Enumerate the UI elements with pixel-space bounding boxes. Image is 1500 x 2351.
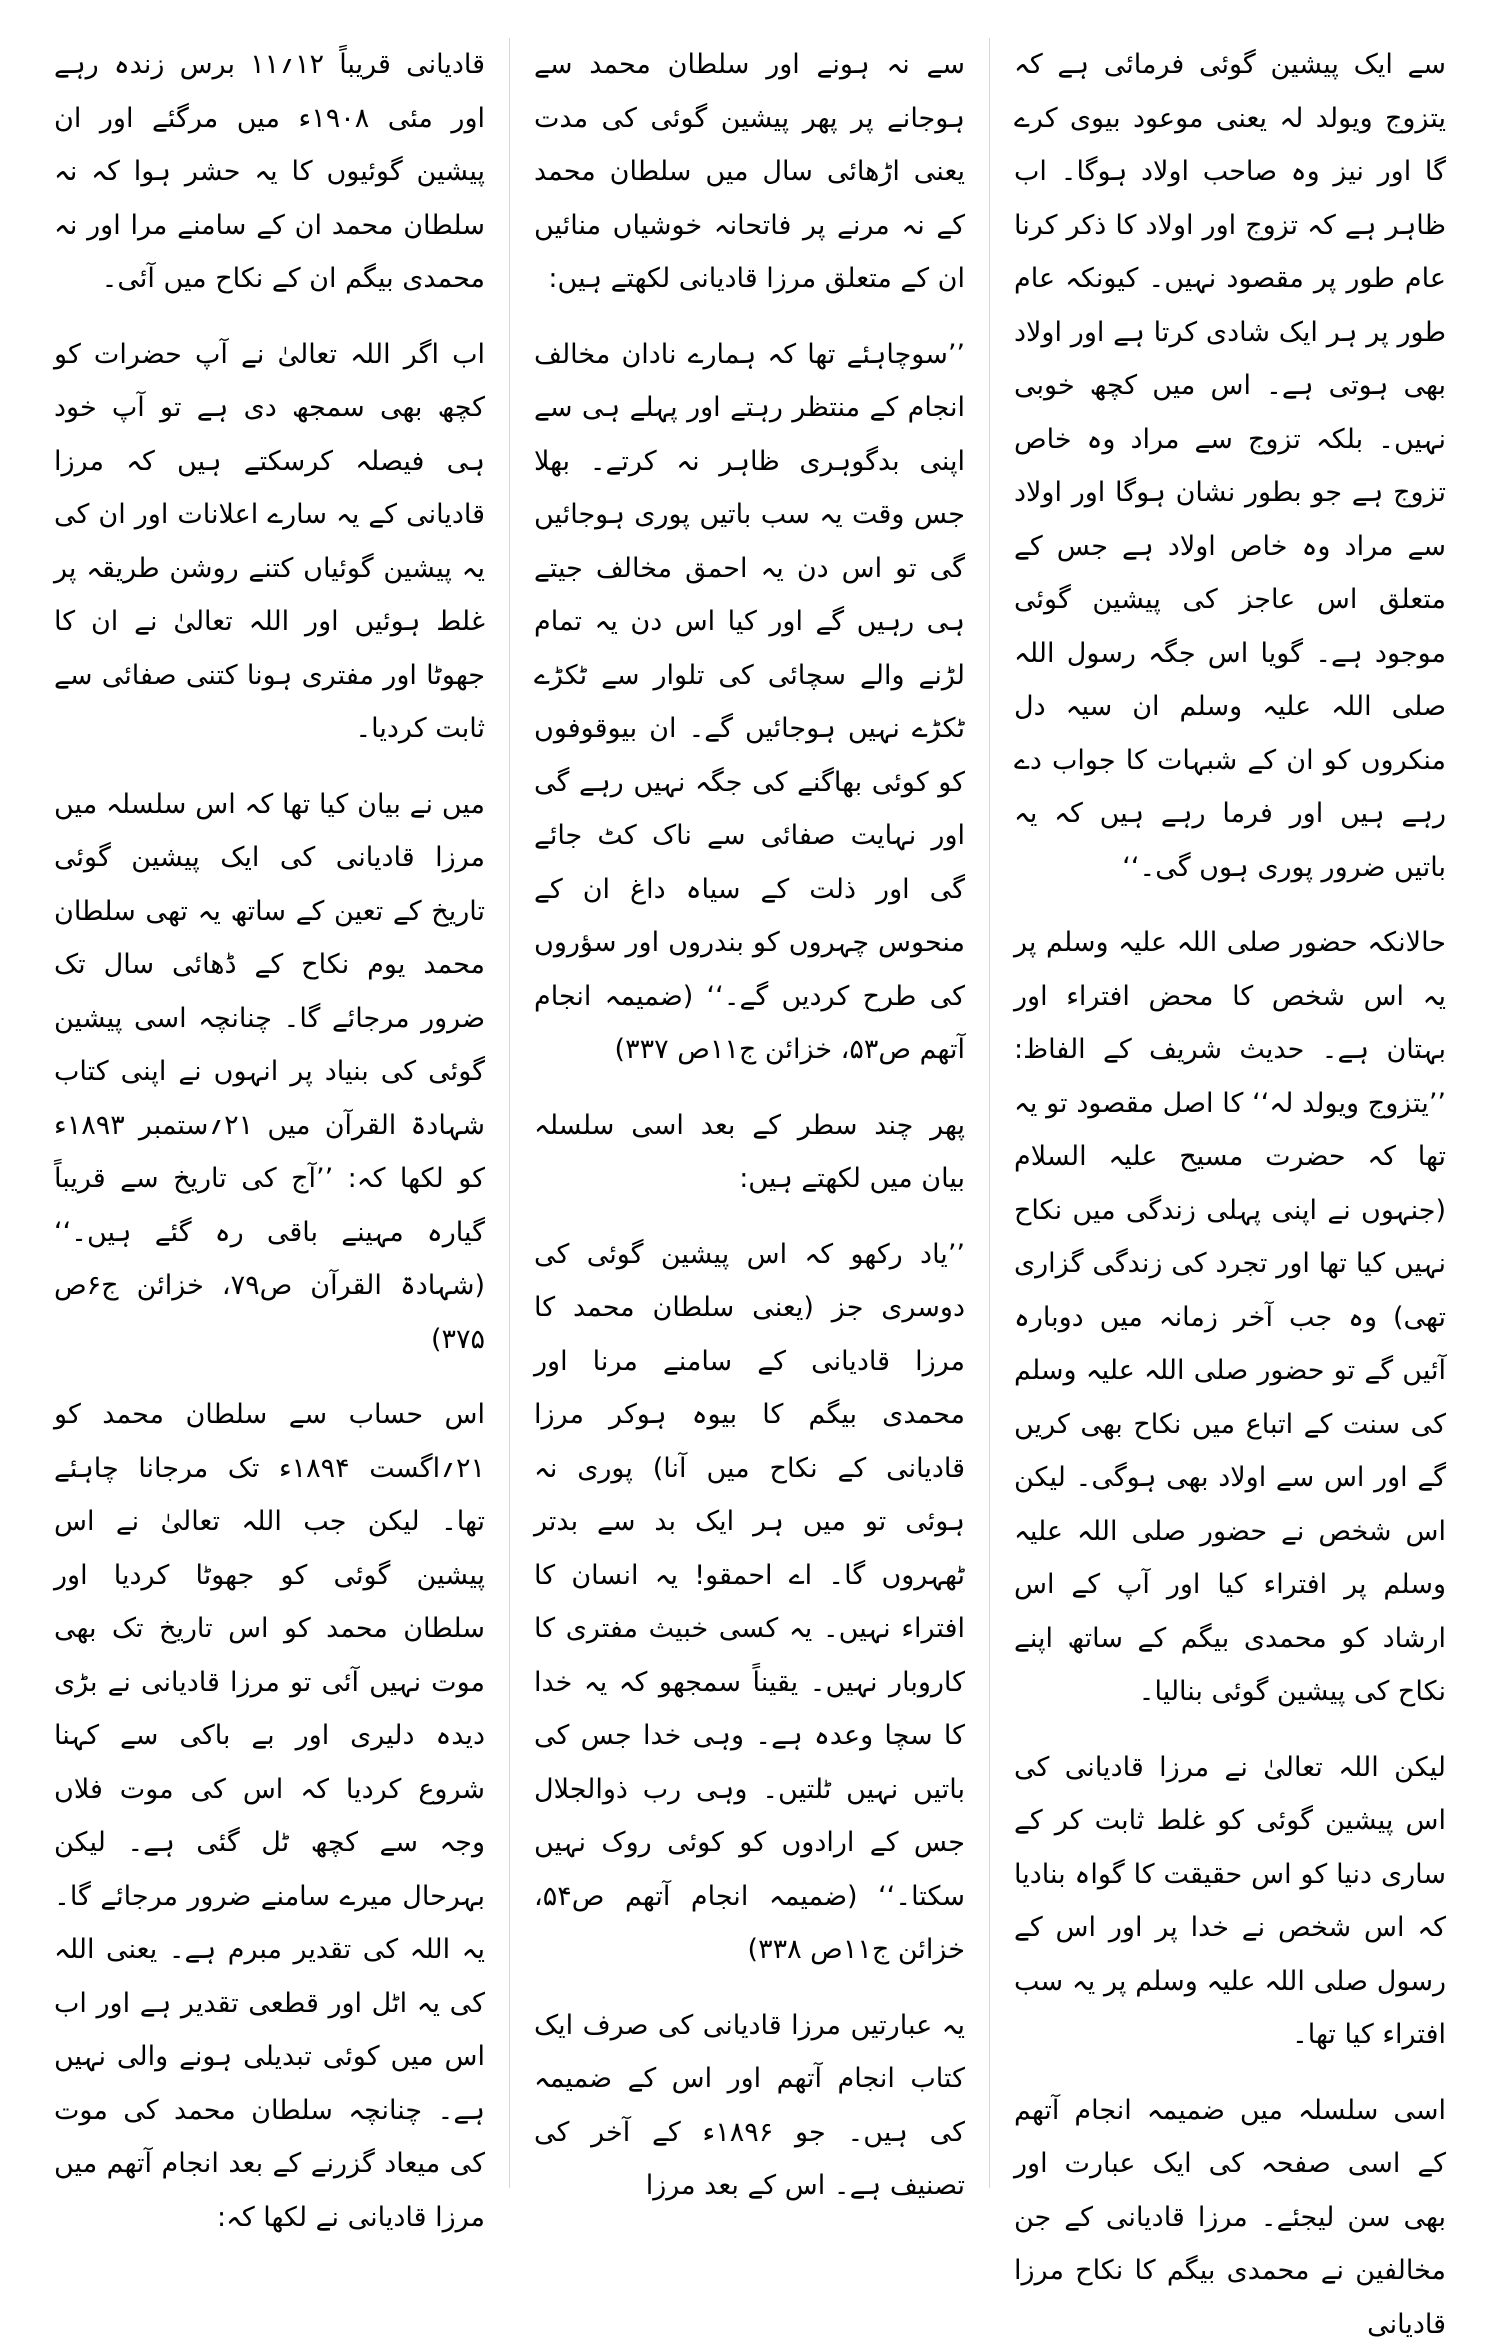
- column-middle: [510, 38, 990, 2188]
- paragraph: اسی سلسلہ میں ضمیمہ انجام آتھم کے اسی صفحہ کی ایک عبارت اور بھی سن لیجئے۔ مرزا قادیانی کے جن مخالفین نے محمدی بیگم کا نکاح مرزا قادیانی: [1014, 2084, 1446, 2351]
- column-left: [30, 38, 510, 2188]
- paragraph: سے ایک پیشین گوئی فرمائی ہے کہ یتزوج ویولد لہ یعنی موعود بیوی کرے گا اور نیز وہ صاحب اولاد ہوگا۔ اب ظاہر ہے کہ تزوج اور اولاد کا ذکر کرنا عام طور پر مقصود نہیں۔ کیونکہ عام طور پر ہر ایک شادی کرتا ہے اور اولاد بھی ہوتی ہے۔ اس میں کچھ خوبی نہیں۔ بلکہ تزوج سے مراد وہ خاص تزوج ہے جو بطور نشان ہوگا اور اولاد سے مراد وہ خاص اولاد ہے جس کے متعلق اس عاجز کی پیشین گوئی موجود ہے۔ گویا اس جگہ رسول اللہ صلی اللہ علیہ وسلم ان سیہ دل منکروں کو ان کے شبہات کا جواب دے رہے ہیں اور فرما رہے ہیں کہ یہ باتیں ضرور پوری ہوں گی۔‘‘: [1014, 38, 1446, 894]
- paragraph: لیکن اللہ تعالیٰ نے مرزا قادیانی کی اس پیشین گوئی کو غلط ثابت کر کے ساری دنیا کو اس حقیقت کا گواہ بنادیا کہ اس شخص نے خدا پر اور اس کے رسول صلی اللہ علیہ وسلم پر یہ سب افتراء کیا تھا۔: [1014, 1741, 1446, 2062]
- paragraph: قادیانی قریباً ۱۲؍۱۱ برس زندہ رہے اور مئی ۱۹۰۸ء میں مرگئے اور ان پیشین گوئیوں کا یہ حشر ہوا کہ نہ سلطان محمد ان کے سامنے مرا اور نہ محمدی بیگم ان کے نکاح میں آئی۔: [54, 38, 485, 306]
- paragraph: اس حساب سے سلطان محمد کو ۲۱؍اگست ۱۸۹۴ء تک مرجانا چاہئے تھا۔ لیکن جب اللہ تعالیٰ نے اس پیشین گوئی کو جھوٹا کردیا اور سلطان محمد کو اس تاریخ تک بھی موت نہیں آئی تو مرزا قادیانی نے بڑی دیدہ دلیری اور بے باکی سے کہنا شروع کردیا کہ اس کی موت فلاں وجہ سے کچھ ٹل گئی ہے۔ لیکن بہرحال میرے سامنے ضرور مرجائے گا۔ یہ اللہ کی تقدیر مبرم ہے۔ یعنی اللہ کی یہ اٹل اور قطعی تقدیر ہے اور اب اس میں کوئی تبدیلی ہونے والی نہیں ہے۔ چنانچہ سلطان محمد کی موت کی میعاد گزرنے کے بعد انجام آتھم میں مرزا قادیانی نے لکھا کہ:: [54, 1388, 485, 2244]
- column-right: [990, 38, 1470, 2188]
- paragraph: اب اگر اللہ تعالیٰ نے آپ حضرات کو کچھ بھی سمجھ دی ہے تو آپ خود ہی فیصلہ کرسکتے ہیں کہ مرزا قادیانی کے یہ سارے اعلانات اور ان کی یہ پیشین گوئیاں کتنے روشن طریقہ پر غلط ہوئیں اور اللہ تعالیٰ نے ان کا جھوٹا اور مفتری ہونا کتنی صفائی سے ثابت کردیا۔: [54, 328, 485, 756]
- quotation-paragraph: ’’یاد رکھو کہ اس پیشین گوئی کی دوسری جز (یعنی سلطان محمد کا مرزا قادیانی کے سامنے مرنا اور محمدی بیگم کا بیوہ ہوکر مرزا قادیانی کے نکاح میں آنا) پوری نہ ہوئی تو میں ہر ایک بد سے بدتر ٹھہروں گا۔ اے احمقو! یہ انسان کا افتراء نہیں۔ یہ کسی خبیث مفتری کا کاروبار نہیں۔ یقیناً سمجھو کہ یہ خدا کا سچا وعدہ ہے۔ وہی خدا جس کی باتیں نہیں ٹلتیں۔ وہی رب ذوالجلال جس کے ارادوں کو کوئی روک نہیں سکتا۔‘‘ (ضمیمہ انجام آتھم ص۵۴، خزائن ج۱۱ص ۳۳۸): [534, 1228, 965, 1977]
- paragraph: میں نے بیان کیا تھا کہ اس سلسلہ میں مرزا قادیانی کی ایک پیشین گوئی تاریخ کے تعین کے ساتھ یہ تھی سلطان محمد یوم نکاح کے ڈھائی سال تک ضرور مرجائے گا۔ چنانچہ اسی پیشین گوئی کی بنیاد پر انہوں نے اپنی کتاب شہادۃ القرآن میں ۲۱؍ستمبر ۱۸۹۳ء کو لکھا کہ: ’’آج کی تاریخ سے قریباً گیارہ مہینے باقی رہ گئے ہیں۔‘‘ (شہادۃ القرآن ص۷۹، خزائن ج۶ص ۳۷۵): [54, 778, 485, 1367]
- paragraph: پھر چند سطر کے بعد اسی سلسلہ بیان میں لکھتے ہیں:: [534, 1099, 965, 1206]
- quotation-paragraph: ’’سوچاہئے تھا کہ ہمارے نادان مخالف انجام کے منتظر رہتے اور پہلے ہی سے اپنی بدگوہری ظاہر نہ کرتے۔ بھلا جس وقت یہ سب باتیں پوری ہوجائیں گی تو اس دن یہ احمق مخالف جیتے ہی رہیں گے اور کیا اس دن یہ تمام لڑنے والے سچائی کی تلوار سے ٹکڑے ٹکڑے نہیں ہوجائیں گے۔ ان بیوقوفوں کو کوئی بھاگنے کی جگہ نہیں رہے گی اور نہایت صفائی سے ناک کٹ جائے گی اور ذلت کے سیاہ داغ ان کے منحوس چہروں کو بندروں اور سؤروں کی طرح کردیں گے۔‘‘ (ضمیمہ انجام آتھم ص۵۳، خزائن ج۱۱ص ۳۳۷): [534, 328, 965, 1077]
- paragraph: حالانکہ حضور صلی اللہ علیہ وسلم پر یہ اس شخص کا محض افتراء اور بہتان ہے۔ حدیث شریف کے الفاظ: ’’یتزوج ویولد لہ‘‘ کا اصل مقصود تو یہ تھا کہ حضرت مسیح علیہ السلام (جنہوں نے اپنی پہلی زندگی میں نکاح نہیں کیا تھا اور تجرد کی زندگی گزاری تھی) وہ جب آخر زمانہ میں دوبارہ آئیں گے تو حضور صلی اللہ علیہ وسلم کی سنت کے اتباع میں نکاح بھی کریں گے اور اس سے اولاد بھی ہوگی۔ لیکن اس شخص نے حضور صلی اللہ علیہ وسلم پر افتراء کیا اور آپ کے اس ارشاد کو محمدی بیگم کے ساتھ اپنے نکاح کی پیشین گوئی بنالیا۔: [1014, 916, 1446, 1719]
- paragraph: سے نہ ہونے اور سلطان محمد سے ہوجانے پر پھر پیشین گوئی کی مدت یعنی اڑھائی سال میں سلطان محمد کے نہ مرنے پر فاتحانہ خوشیاں منائیں ان کے متعلق مرزا قادیانی لکھتے ہیں:: [534, 38, 965, 306]
- paragraph: یہ عبارتیں مرزا قادیانی کی صرف ایک کتاب انجام آتھم اور اس کے ضمیمہ کی ہیں۔ جو ۱۸۹۶ء کے آخر کی تصنیف ہے۔ اس کے بعد مرزا: [534, 1999, 965, 2213]
